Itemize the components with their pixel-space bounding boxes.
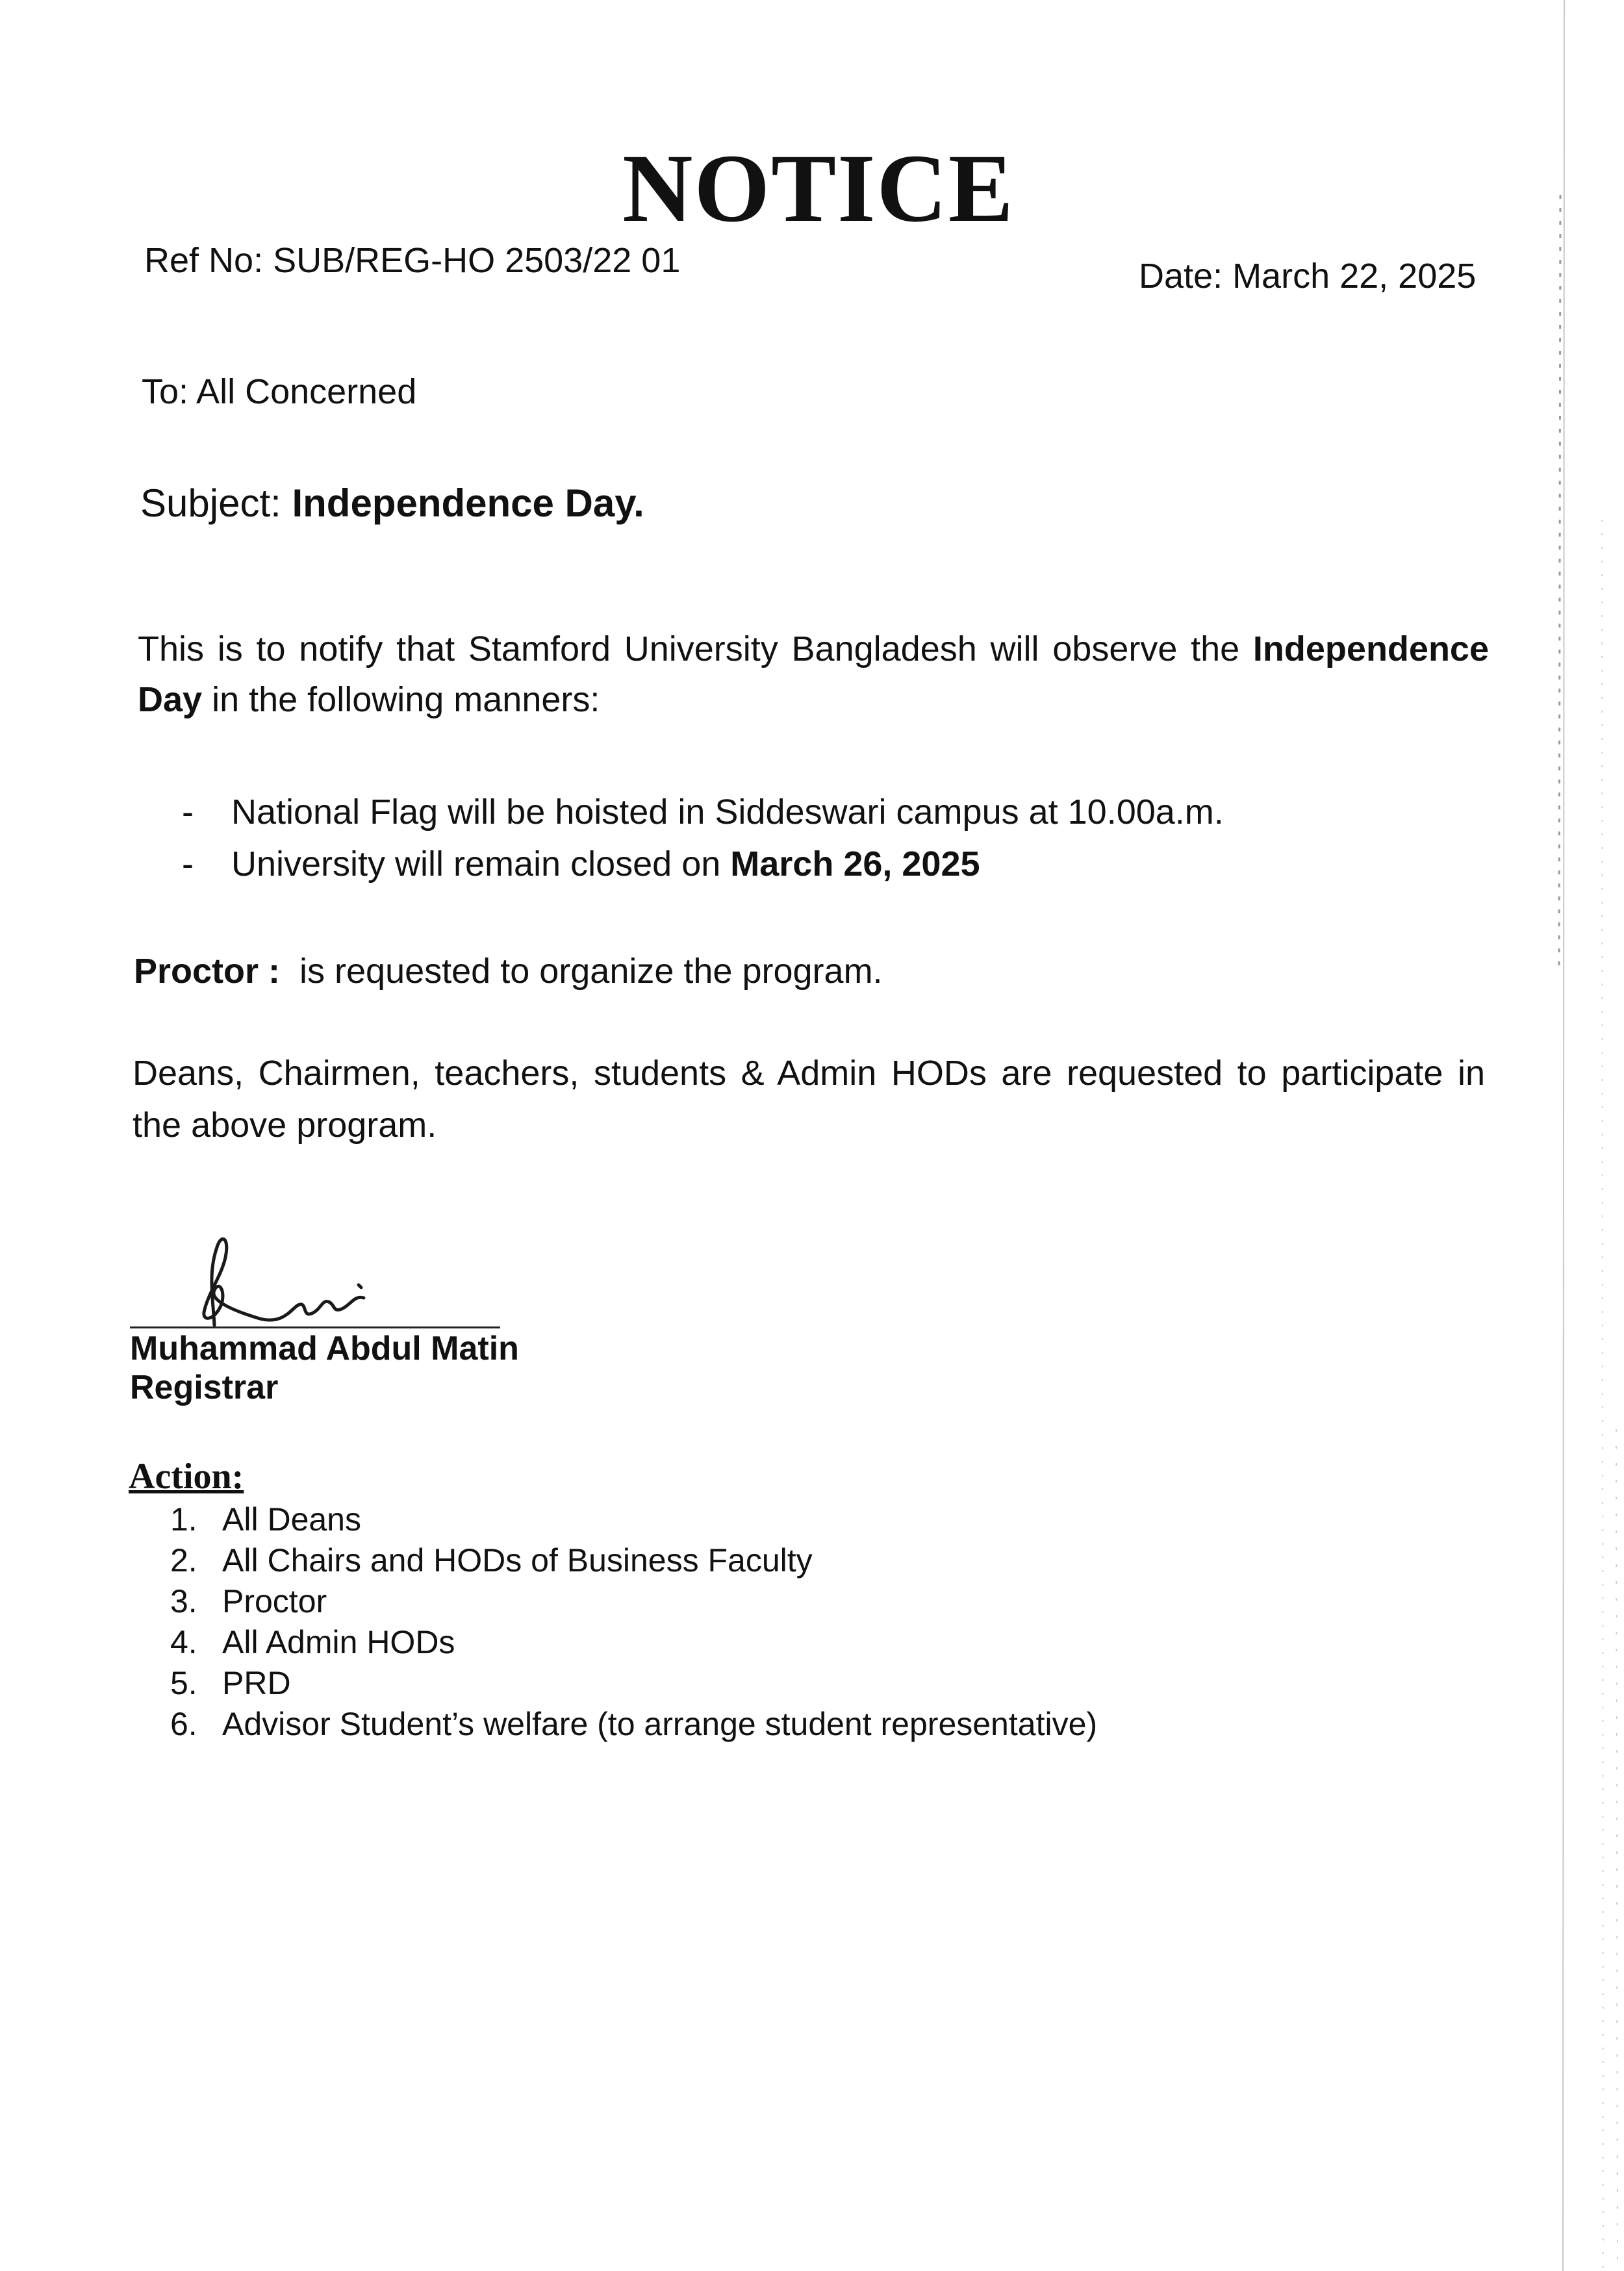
action-list	[170, 1499, 1097, 1745]
list-item	[170, 1540, 1097, 1581]
list-item	[170, 1581, 1097, 1622]
list-item	[170, 1704, 1097, 1745]
intro-text-end: in the following manners:	[202, 680, 600, 719]
observance-list	[182, 786, 1224, 890]
intro-paragraph	[138, 624, 1489, 725]
list-number: 1.	[170, 1501, 197, 1538]
list-item-text: PRD	[222, 1665, 291, 1701]
intro-text-start: This is to notify that Stamford University Bangladesh will observe the	[138, 629, 1253, 668]
scan-edge-artifact	[1546, 0, 1624, 2271]
reference-number: Ref No: SUB/REG-HO 2503/22 01	[144, 241, 681, 280]
notice-title: NOTICE	[622, 134, 1015, 242]
closure-date: March 26, 2025	[730, 844, 980, 883]
intro-text-bold: Independence Day	[138, 629, 1489, 719]
signature-image	[188, 1228, 409, 1332]
list-item-text: All Admin HODs	[222, 1624, 455, 1660]
list-item-text: University will remain closed on	[231, 844, 731, 883]
list-number: 2.	[170, 1542, 197, 1579]
list-item	[182, 838, 1224, 890]
list-number: 5.	[170, 1665, 197, 1701]
subject-label: Subject:	[140, 481, 292, 525]
signature-line	[130, 1326, 500, 1328]
subject-value: Independence Day.	[292, 481, 644, 525]
proctor-line	[134, 948, 883, 994]
list-number: 3.	[170, 1583, 197, 1619]
list-item	[170, 1622, 1097, 1663]
notice-date: Date: March 22, 2025	[1139, 257, 1477, 296]
proctor-text: is requested to organize the program.	[280, 952, 883, 991]
list-item-text: Advisor Student’s welfare (to arrange student representative)	[222, 1706, 1098, 1742]
list-item	[170, 1663, 1097, 1704]
list-number: 4.	[170, 1624, 197, 1660]
list-item	[182, 786, 1224, 838]
list-item-text: All Chairs and HODs of Business Faculty	[222, 1542, 813, 1579]
subject-line	[140, 479, 644, 527]
list-item	[170, 1499, 1097, 1540]
list-item-text: Proctor	[222, 1583, 327, 1619]
signer-role: Registrar	[130, 1369, 279, 1406]
bullet-dash: -	[182, 793, 194, 831]
proctor-label: Proctor :	[134, 952, 281, 991]
bullet-dash: -	[182, 844, 194, 883]
list-number: 6.	[170, 1706, 197, 1742]
signer-name: Muhammad Abdul Matin	[130, 1330, 519, 1367]
participation-paragraph: Deans, Chairmen, teachers, students & Admin HODs are requested to participate in the above program.	[133, 1054, 1485, 1145]
action-heading: Action:	[129, 1456, 244, 1497]
list-item-text: National Flag will be hoisted in Siddeswari campus at 10.00a.m.	[231, 793, 1224, 831]
list-item-text: All Deans	[222, 1501, 361, 1538]
recipient-line: To: All Concerned	[142, 372, 417, 411]
